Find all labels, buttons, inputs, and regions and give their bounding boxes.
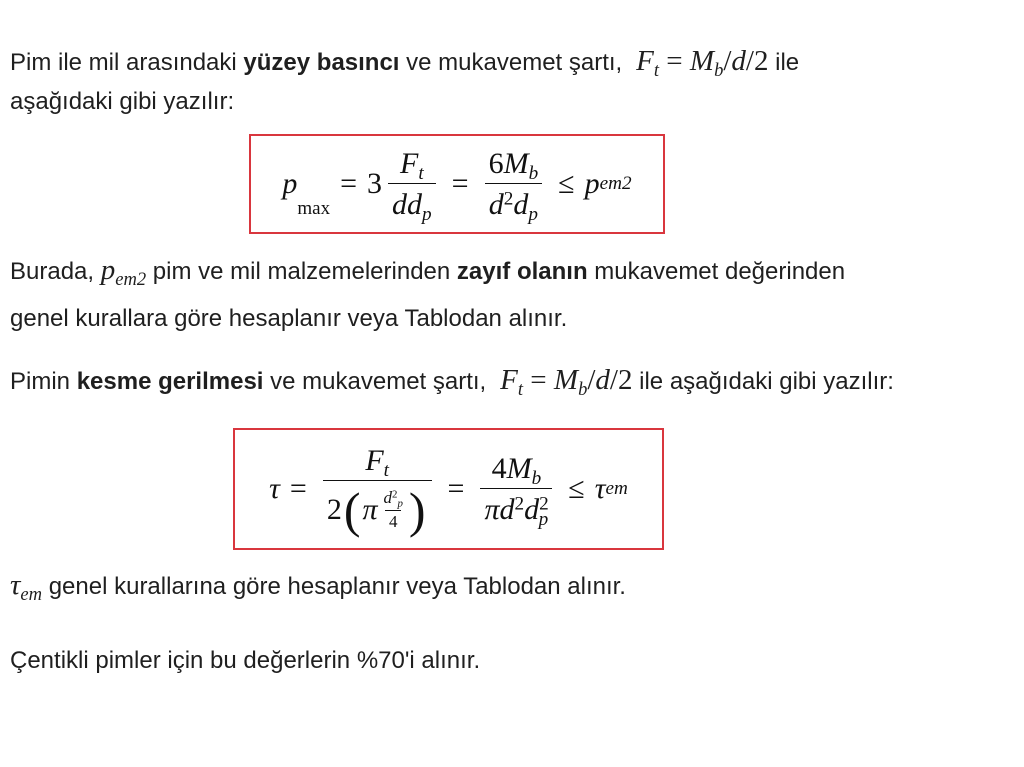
- inline-formula-ft: $F_t = M_b/d/2$: [492, 364, 633, 400]
- paragraph-notched-pins: Çentikli pimler için bu değerlerin %70'i alınır.: [10, 647, 481, 674]
- paragraph-surface-pressure: Pim ile mil arasındaki yüzey basıncı ve mukavemet şartı, $F_t = M_b/d/2$ ile: [10, 45, 800, 81]
- bold-term: yüzey basıncı: [243, 49, 400, 76]
- paragraph-tau-em: $\tau_{em}$ genel kurallarına göre hesaplanır veya Tablodan alınır.: [10, 569, 626, 605]
- paragraph-pem2-line2: genel kurallara göre hesaplanır veya Tablodan alınır.: [10, 305, 568, 332]
- bold-term: zayıf olanın: [456, 258, 588, 285]
- formula-box-pmax: p max = 3 $\frac{F_t}{dd_p}$ = $\frac{6M_b}{d^2d_p}$ ≤ p em2: [249, 134, 665, 234]
- inline-formula-ft: $F_t = M_b/d/2$: [628, 45, 769, 81]
- paragraph-pem2: Burada, $p_{em2}$ pim ve mil malzemelerinden zayıf olanın mukavemet değerinden: [10, 254, 846, 290]
- paragraph-surface-pressure-line2: aşağıdaki gibi yazılır:: [10, 88, 235, 115]
- formula-box-tau: τ = $F_t$ 2 ( π $\frac{d^2_p}{4}$ ) = $\frac{4M_b}{\pi d^2d^2_p}$ ≤ τ em: [233, 428, 664, 550]
- paragraph-shear-stress: Pimin kesme gerilmesi ve mukavemet şartı, $F_t = M_b/d/2$ ile aşağıdaki gibi yazılır:: [10, 364, 894, 400]
- bold-term: kesme gerilmesi: [76, 368, 264, 395]
